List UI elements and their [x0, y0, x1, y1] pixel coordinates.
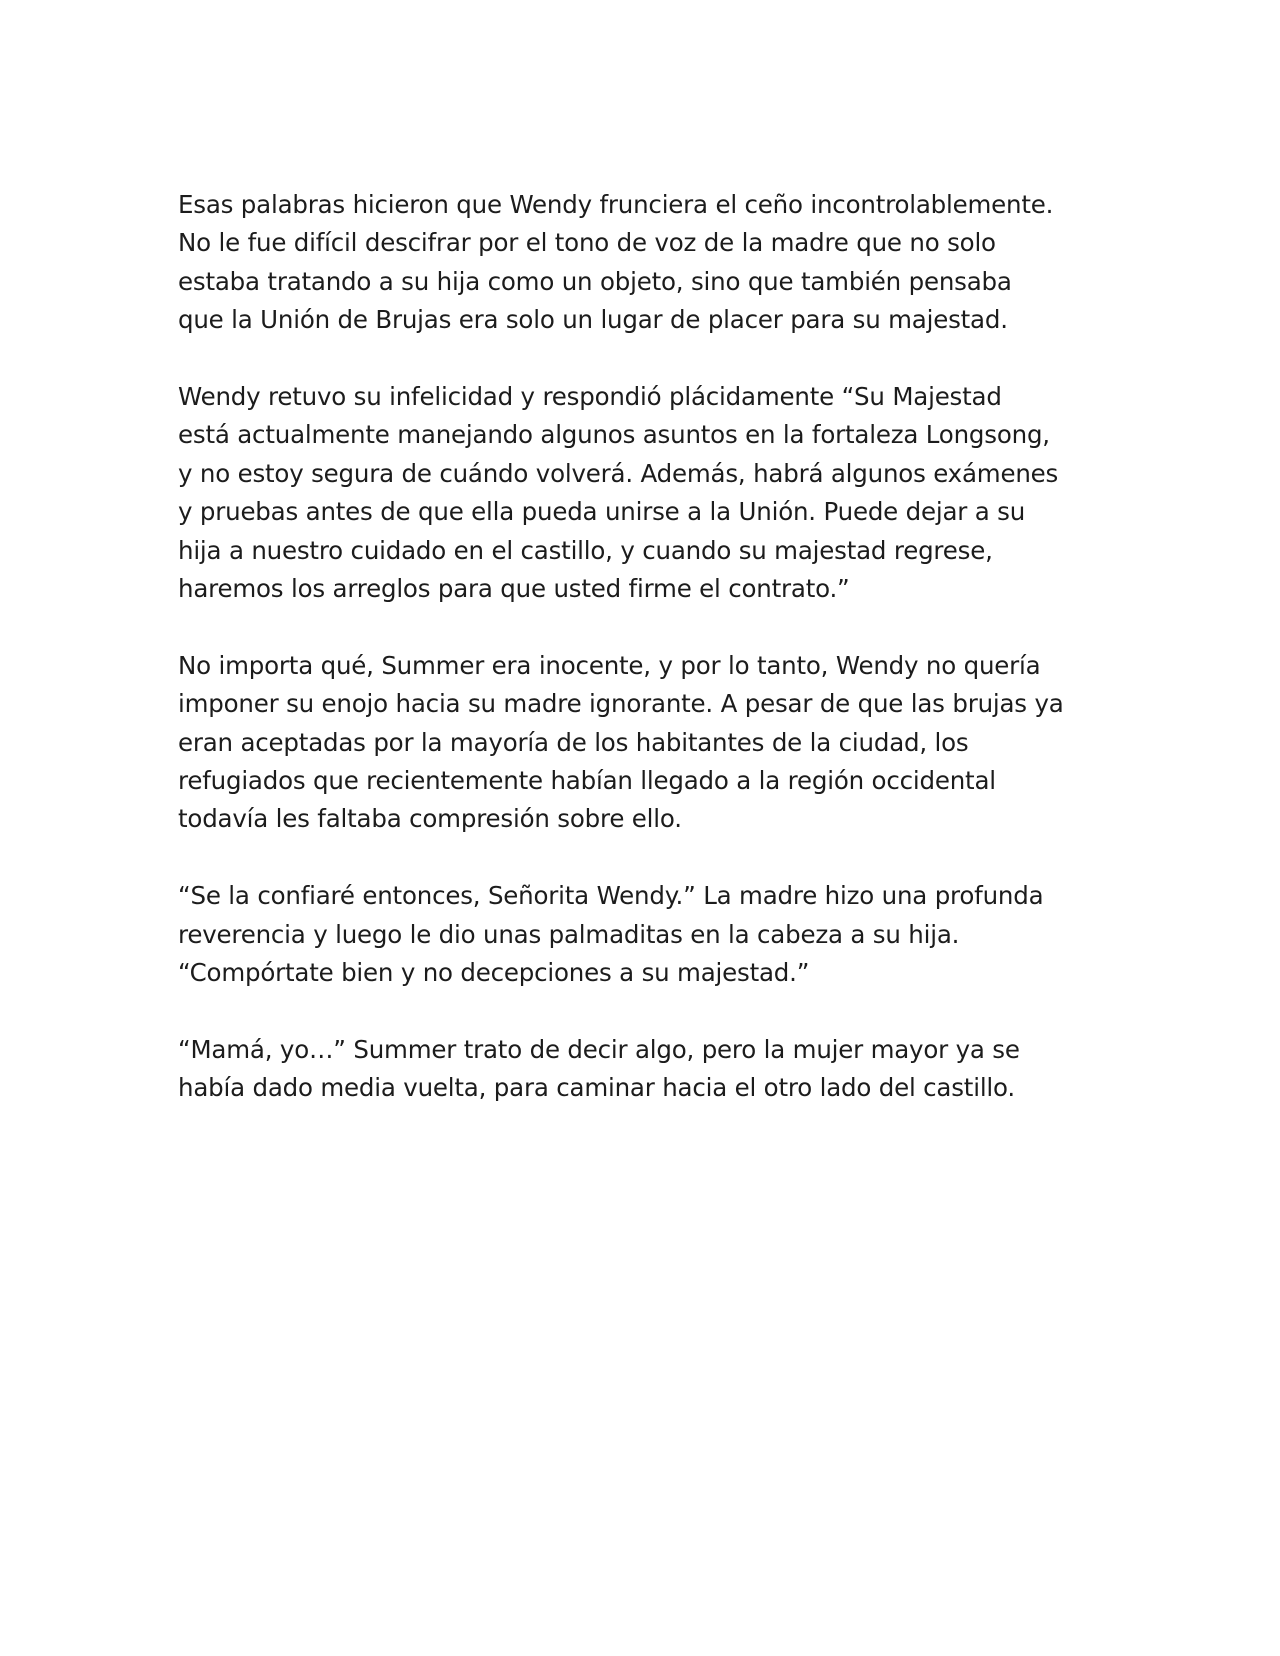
paragraph-5 — [178, 1031, 1108, 1108]
text-line: hija a nuestro cuidado en el castillo, y cuando su majestad regrese, — [178, 535, 993, 565]
text-line: y pruebas antes de que ella pueda unirse a la Unión. Puede dejar a su — [178, 497, 1026, 527]
text-line: y no estoy segura de cuándo volverá. Además, habrá algunos exámenes — [178, 458, 1059, 488]
text-line: estaba tratando a su hija como un objeto, sino que también pensaba — [178, 266, 1012, 296]
paragraph-4 — [178, 877, 1108, 992]
text-line: No importa qué, Summer era inocente, y por lo tanto, Wendy no quería — [178, 650, 1041, 680]
paragraph-2 — [178, 378, 1108, 608]
text-line: imponer su enojo hacia su madre ignorante. A pesar de que las brujas ya — [178, 689, 1064, 719]
text-line: todavía les faltaba compresión sobre ello. — [178, 804, 682, 834]
text-line: eran aceptadas por la mayoría de los habitantes de la ciudad, los — [178, 727, 969, 757]
text-line: Wendy retuvo su infelicidad y respondió plácidamente “Su Majestad — [178, 382, 1002, 412]
text-line: reverencia y luego le dio unas palmaditas en la cabeza a su hija. — [178, 919, 960, 949]
text-line: No le fue difícil descifrar por el tono de voz de la madre que no solo — [178, 228, 996, 258]
text-line: haremos los arreglos para que usted firme el contrato.” — [178, 574, 850, 604]
text-line: Esas palabras hicieron que Wendy frunciera el ceño incontrolablemente. — [178, 190, 1054, 219]
paragraph-3 — [178, 647, 1108, 839]
text-line: había dado media vuelta, para caminar hacia el otro lado del castillo. — [178, 1073, 1015, 1103]
text-line: “Compórtate bien y no decepciones a su majestad.” — [178, 958, 810, 988]
text-line: refugiados que recientemente habían llegado a la región occidental — [178, 766, 996, 796]
text-line: que la Unión de Brujas era solo un lugar de placer para su majestad. — [178, 305, 1008, 335]
text-line: está actualmente manejando algunos asuntos en la fortaleza Longsong, — [178, 420, 1050, 450]
text-line: “Se la confiaré entonces, Señorita Wendy.” La madre hizo una profunda — [178, 881, 1044, 911]
paragraph-1 — [178, 186, 1108, 340]
document-body — [178, 186, 1108, 1146]
text-line: “Mamá, yo…” Summer trato de decir algo, pero la mujer mayor ya se — [178, 1034, 1020, 1064]
